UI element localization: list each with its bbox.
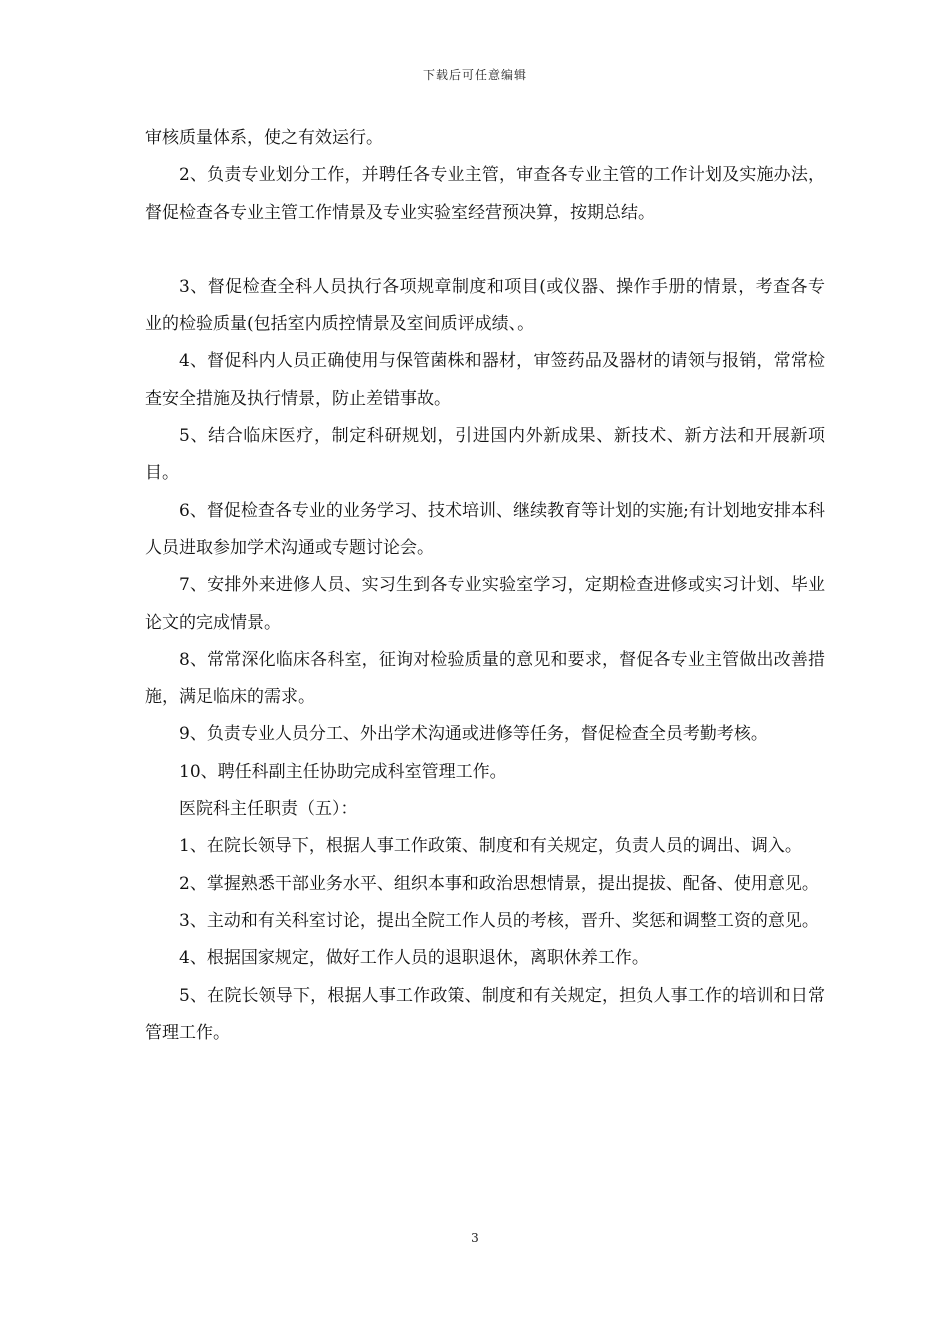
paragraph-item-7: 7、安排外来进修人员、实习生到各专业实验室学习，定期检查进修或实习计划、毕业论文的完成情景。 xyxy=(145,575,825,633)
section-heading: 医院科主任职责（五）： xyxy=(179,799,358,820)
page-header: 下载后可任意编辑 xyxy=(422,68,527,82)
paragraph-hr-item-1: 1、在院长领导下，根据人事工作政策、制度和有关规定，负责人员的调出、调入。 xyxy=(179,836,802,857)
paragraph-item-3: 3、督促检查全科人员执行各项规章制度和项目(或仪器、操作手册的情景，考查各专业的检验质量(包括室内质控情景及室间质评成绩、。 xyxy=(145,276,825,335)
paragraph-item-9: 9、负责专业人员分工、外出学术沟通或进修等任务，督促检查全员考勤考核。 xyxy=(179,724,768,745)
paragraph-item-10: 10、聘任科副主任协助完成科室管理工作。 xyxy=(179,761,507,782)
paragraph-item-6: 6、督促检查各专业的业务学习、技术培训、继续教育等计划的实施;有计划地安排本科人员进取参加学术沟通或专题讨论会。 xyxy=(145,500,825,558)
paragraph-hr-item-5: 5、在院长领导下，根据人事工作政策、制度和有关规定，担负人事工作的培训和日常管理工作。 xyxy=(145,985,825,1043)
paragraph-item-8: 8、常常深化临床各科室，征询对检验质量的意见和要求，督促各专业主管做出改善措施，满足临床的需求。 xyxy=(145,649,825,708)
paragraph-hr-item-2: 2、掌握熟悉干部业务水平、组织本事和政治思想情景，提出提拔、配备、使用意见。 xyxy=(179,873,819,894)
paragraph-item-2: 2、负责专业划分工作，并聘任各专业主管，审查各专业主管的工作计划及实施办法，督促检查各专业主管工作情景及专业实验室经营预决算，按期总结。 xyxy=(145,165,825,223)
paragraph-hr-item-3: 3、主动和有关科室讨论，提出全院工作人员的考核，晋升、奖惩和调整工资的意见。 xyxy=(179,910,819,931)
blank-line xyxy=(145,232,825,269)
paragraph-hr-item-4: 4、根据国家规定，做好工作人员的退职退休，离职休养工作。 xyxy=(179,948,649,969)
document-body xyxy=(145,120,825,1052)
page-number: 3 xyxy=(471,1231,479,1245)
paragraph-item-4: 4、督促科内人员正确使用与保管菌株和器材，审签药品及器材的请领与报销，常常检查安全措施及执行情景，防止差错事故。 xyxy=(145,351,825,409)
paragraph-continuation: 审核质量体系，使之有效运行。 xyxy=(145,128,383,148)
paragraph-item-5: 5、结合临床医疗，制定科研规划，引进国内外新成果、新技术、新方法和开展新项目。 xyxy=(145,426,825,484)
